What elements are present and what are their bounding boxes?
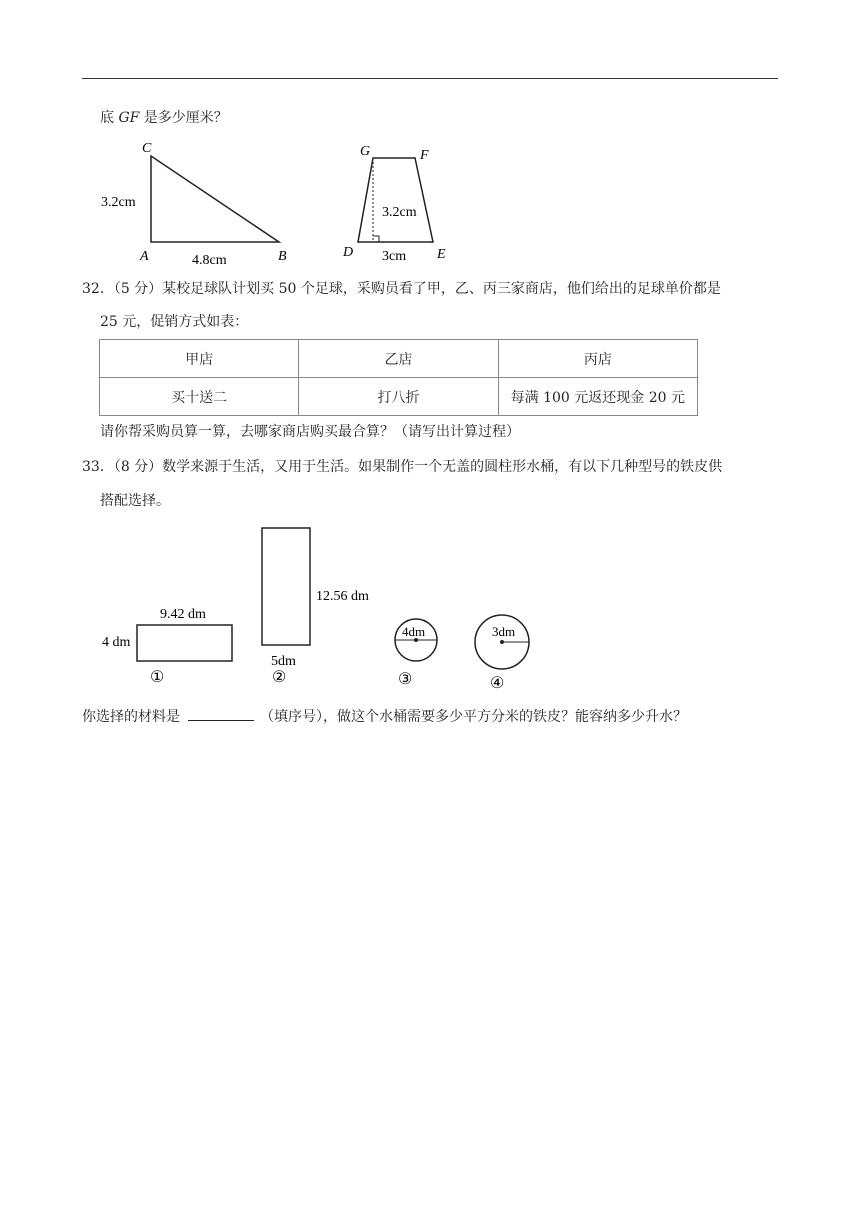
right-angle-mark [373, 236, 379, 242]
q31-tail-var: GF [118, 110, 140, 126]
rect-2-width-label: 5dm [271, 654, 296, 669]
vertex-e-label: E [437, 247, 446, 262]
circle-3-label: 4dm [402, 624, 426, 639]
rect-2-shape [262, 528, 310, 645]
table-cell: 打八折 [299, 378, 498, 416]
table-header-cell: 丙店 [498, 340, 697, 378]
answer-blank[interactable] [188, 706, 254, 721]
rect-1-shape [137, 625, 232, 661]
trapezoid-figure [338, 138, 458, 266]
materials-figure [96, 520, 556, 695]
q31-tail [100, 108, 228, 128]
vertex-f-label: F [420, 148, 429, 163]
vertex-g-label: G [360, 144, 371, 159]
table-cell: 每满 100 元返还现金 20 元 [498, 378, 697, 416]
q32-line1: 32．（5 分）某校足球队计划买 50 个足球，采购员看了甲，乙、丙三家商店，他们给出的足球单价都是 [82, 281, 721, 297]
trapezoid-base-label: 3cm [382, 249, 407, 264]
table-header-cell: 甲店 [100, 340, 299, 378]
table-header-row [100, 340, 698, 378]
circle-4-center [500, 640, 504, 644]
table-header-cell: 乙店 [299, 340, 498, 378]
triangle-base-label: 4.8cm [192, 253, 227, 268]
q33-answer-suffix: （填序号），做这个水桶需要多少平方分米的铁皮？能容纳多少升水？ [260, 709, 687, 725]
q33-line1: 33．（8 分）数学来源于生活，又用于生活。如果制作一个无盖的圆柱形水桶，有以下几种型号的铁皮供 [82, 459, 723, 475]
trapezoid-shape [358, 158, 433, 242]
rect-2-number: ② [272, 669, 287, 686]
q31-tail-prefix: 底 [100, 110, 119, 126]
rect-1-height-label: 4 dm [102, 635, 131, 650]
triangle-figure [96, 136, 306, 268]
header-rule [82, 78, 778, 79]
circle-4-number: ④ [490, 675, 505, 692]
rect-1-width-label: 9.42 dm [160, 607, 206, 622]
rect-1-number: ① [150, 669, 165, 686]
vertex-b-label: B [278, 249, 287, 264]
vertex-c-label: C [142, 141, 152, 156]
triangle-shape [151, 156, 279, 242]
trapezoid-height-label: 3.2cm [382, 205, 417, 220]
q31-tail-suffix: 是多少厘米？ [139, 110, 228, 126]
vertex-a-label: A [140, 249, 149, 264]
table-cell: 买十送二 [100, 378, 299, 416]
q33-line2: 搭配选择。 [100, 493, 170, 509]
circle-4-label: 3dm [492, 624, 516, 639]
q33-answer-line [82, 706, 687, 727]
triangle-height-label: 3.2cm [101, 195, 136, 210]
promo-table [99, 339, 698, 416]
table-row [100, 378, 698, 416]
q32-line3: 请你帮采购员算一算，去哪家商店购买最合算？（请写出计算过程） [100, 424, 520, 440]
q33-answer-prefix: 你选择的材料是 [82, 709, 180, 725]
vertex-d-label: D [343, 245, 354, 260]
circle-3-number: ③ [398, 671, 413, 688]
q32-line2: 25 元，促销方式如表： [100, 314, 249, 330]
rect-2-height-label: 12.56 dm [316, 589, 369, 604]
